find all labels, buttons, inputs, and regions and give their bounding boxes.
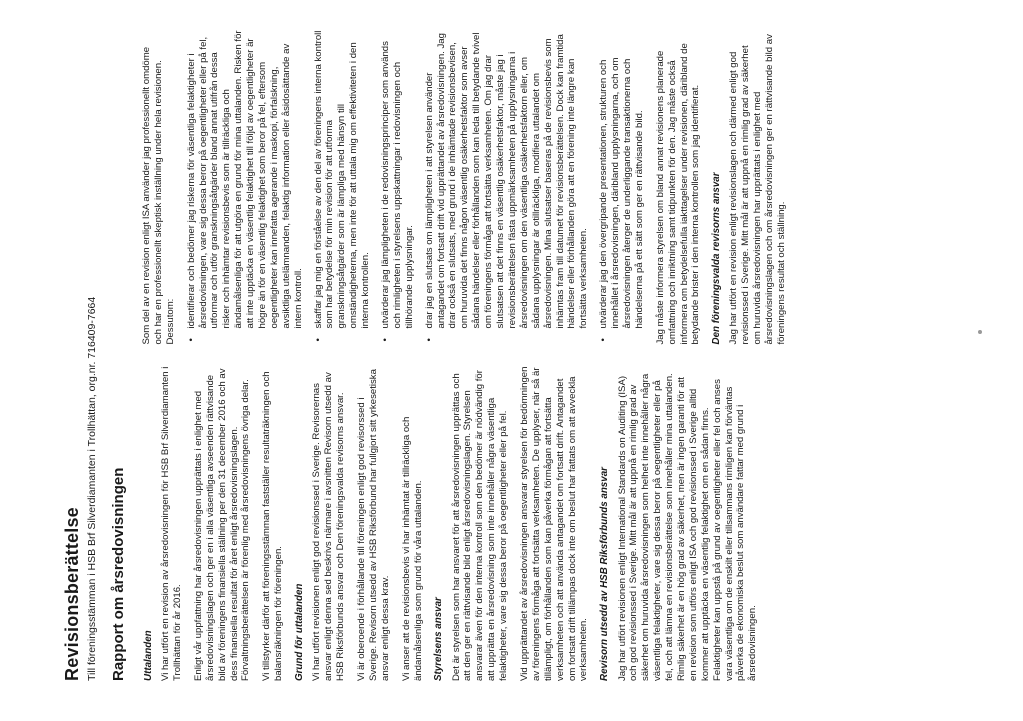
heading-styrelsens-ansvar: Styrelsens ansvar (433, 597, 445, 681)
paragraph: Vid upprättandet av årsredovisningen ansvarar styrelsen för bedömningen av föreningens förmåga att fortsätta verksamheten. De upplyser, när så är tillämpligt, om förhållanden som kan påverka förmågan att fortsätta verksamheten och att använda antagandet om fortsatt drift. Antagandet om fortsatt drift tillämpas dock inte om beslut har fattats om att avveckla verksamheten. (519, 366, 590, 681)
list-item: • utvärderar jag den övergripande presentationen, strukturen och innehållet i årsredovisningen, däribland upplysningarna, och om årsredovisningen återger de underliggande transaktionerna och händelserna på ett sätt som ger en rättvisande bild. (598, 30, 646, 345)
paragraph: Vi tillstyrker därför att föreningsstämman fastställer resultaträkningen och balansräkningen för föreningen. (261, 371, 285, 681)
heading-revisorn-ansvar: Revisorn utsedd av HSB Riksförbunds ansvar (599, 467, 611, 681)
heading-foreningsvalda-ansvar: Den föreningsvalda revisorns ansvar (711, 172, 723, 345)
right-column (141, 30, 797, 345)
paragraph: Jag har utfört en revision enligt revisionslagen och därmed enligt god revisionssed i Sverige. Mitt mål är att uppnå en rimlig grad av säkerhet om huruvida årsredovisningen har upprättats i enlighet med årsredovisningslagen och om årsredovisningen ger en rättvisande bild av föreningens resultat och ställning. (728, 34, 787, 345)
scan-dot (978, 330, 982, 334)
left-column (141, 367, 797, 682)
bullet-list (186, 30, 646, 345)
heading-uttalanden: Uttalanden (143, 630, 154, 681)
paragraph: Vi är oberoende i förhållande till föreningen enligt god revisorssed i Sverige. Revisorn utsedd av HSB Riksförbund har fullgjort sitt yrkesetiska ansvar enligt dessa krav. (355, 369, 391, 681)
paragraph: Enligt vår uppfattning har årsredovisningen upprättats i enlighet med årsredovisningslagen och ger en i alla väsentliga avseenden rättvisande bild av föreningens finansiella ställning per den 31 december 2016 och av dess finansiella resultat för året enligt årsredovisningslagen. Förvaltningsberättelsen är förenlig med årsredovisningens övriga delar. (192, 368, 252, 681)
paragraph: Vi anser att de revisionsbevis vi har inhämtat är tillräckliga och ändamålsenliga som grund för våra uttalanden. (400, 416, 424, 681)
list-item: • drar jag en slutsats om lämpligheten i att styrelsen använder antagandet om fortsatt drift vid upprättandet av årsredovisningen. Jag drar också en slutsats, med grund i de inhämtade revisionsbevisen, om huruvida det finns någon väsentlig osäkerhetsfaktor som avser sådana händelser eller förhållanden som kan leda till betydande tvivel om föreningens förmåga att fortsätta verksamheten. Om jag drar slutsatsen att det finns en väsentlig osäkerhetsfaktor, måste jag i revisionsberättelsen fästa uppmärksamheten på upplysningarna i årsredovisningen om den väsentliga osäkerhetsfaktorn eller, om sådana upplysningar är otillräckliga, modifiera uttalandet om årsredovisningen. Mina slutsatser baseras på de revisionsbevis som inhämtas fram till datumet för revisionsberättelsen. Dock kan framtida händelser eller förhållanden göra att en förening inte längre kan fortsätta verksamheten. (424, 30, 590, 345)
document-subtitle: Till föreningsstämman i HSB Brf Silverdiamanten i Trollhättan, org.nr. 716409-7664 (86, 296, 98, 681)
heading-grund: Grund för uttalanden (294, 583, 306, 681)
list-item: • identifierar och bedömer jag riskerna för väsentliga felaktigheter i årsredovisningen, vare sig dessa beror på oegentligheter eller på fel, utformar och utför granskningsåtgärder bland annat utifrån dessa risker och inhämtar revisionsbevis som är tillräckliga och ändamålsenliga för att utgöra en grund för mina uttalanden. Risken för att inte upptäcka en väsentlig felaktighet till följd av oegentligheter är högre än för en väsentlig felaktighet som beror på fel, eftersom oegentligheter kan innefatta agerande i maskopi, förfalskning, avsiktliga utelämnanden, felaktig information eller åsidosättande av intern kontroll. (186, 30, 305, 345)
section-title: Rapport om årsredovisningen (110, 467, 127, 681)
paragraph: Vi har utfört revisionen enligt god revisionssed i Sverige. Revisorernas ansvar enligt denna sed beskrivs närmare i avsnitten Revisorn utsedd av HSB Riksförbunds ansvar och Den föreningsvalda revisorns ansvar. (311, 372, 347, 681)
list-item: • utvärderar jag lämpligheten i de redovisningsprinciper som används och rimligheten i styrelsens uppskattningar i redovisningen och tillhörande upplysningar. (380, 30, 416, 345)
text-columns (141, 30, 797, 681)
document-title: Revisionsberättelse (62, 507, 82, 681)
paragraph: Som del av en revision enligt ISA använder jag professionellt omdöme och har en professionellt skeptisk inställning under hela revisionen. Dessutom: (141, 46, 176, 345)
paragraph: Jag måste informera styrelsen om bland annat revisionens planerade omfattning och inriktning samt tidpunkten för den. Jag måste också informera om betydelsefulla iakttagelser under revisionen, däribland de betydande brister i den interna kontrollen som jag identifierat. (654, 43, 702, 345)
paragraph: Det är styrelsen som har ansvaret för att årsredovisningen upprättas och att den ger en rättvisande bild enligt årsredovisningslagen. Styrelsen ansvarar även för den interna kontroll som den bedömer är nödvändig för att upprätta en årsredovisning som inte innehåller några väsentliga felaktigheter, vare sig dessa beror på oegentligheter eller på fel. (450, 370, 510, 681)
paragraph: Vi har utfört en revision av årsredovisningen för HSB Brf Silverdiamanten i Trollhättan för år 2016. (160, 366, 184, 681)
list-item: • skaffar jag mig en förståelse av den del av föreningens interna kontroll som har betydelse för min revision för att utforma granskningsåtgärder som är lämpliga med hänsyn till omständigheterna, men inte för att uttala mig om effektiviteten i den interna kontrollen. (313, 30, 372, 345)
paragraph: Jag har utfört revisionen enligt International Standards on Auditing (ISA) och god revisionssed i Sverige. Mitt mål är att uppnå en rimlig grad av säkerhet om huruvida årsredovisningen som helhet inte innehåller några väsentliga felaktigheter, vare sig dessa beror på oegentligheter eller på fel, och att lämna en revisionsberättelse som innehåller mina uttalanden. Rimlig säkerhet är en hög grad av säkerhet, men är ingen garanti för att en revision som utförs enligt ISA och god revisionssed i Sverige alltid kommer att upptäcka en väsentlig felaktighet om en sådan finns. Felaktigheter kan uppstå på grund av oegentligheter eller fel och anses vara väsentliga om de enskilt eller tillsammans rimligen kan förväntas påverka de ekonomiska beslut som användare fattar med grund i årsredovisningen. (616, 373, 759, 681)
